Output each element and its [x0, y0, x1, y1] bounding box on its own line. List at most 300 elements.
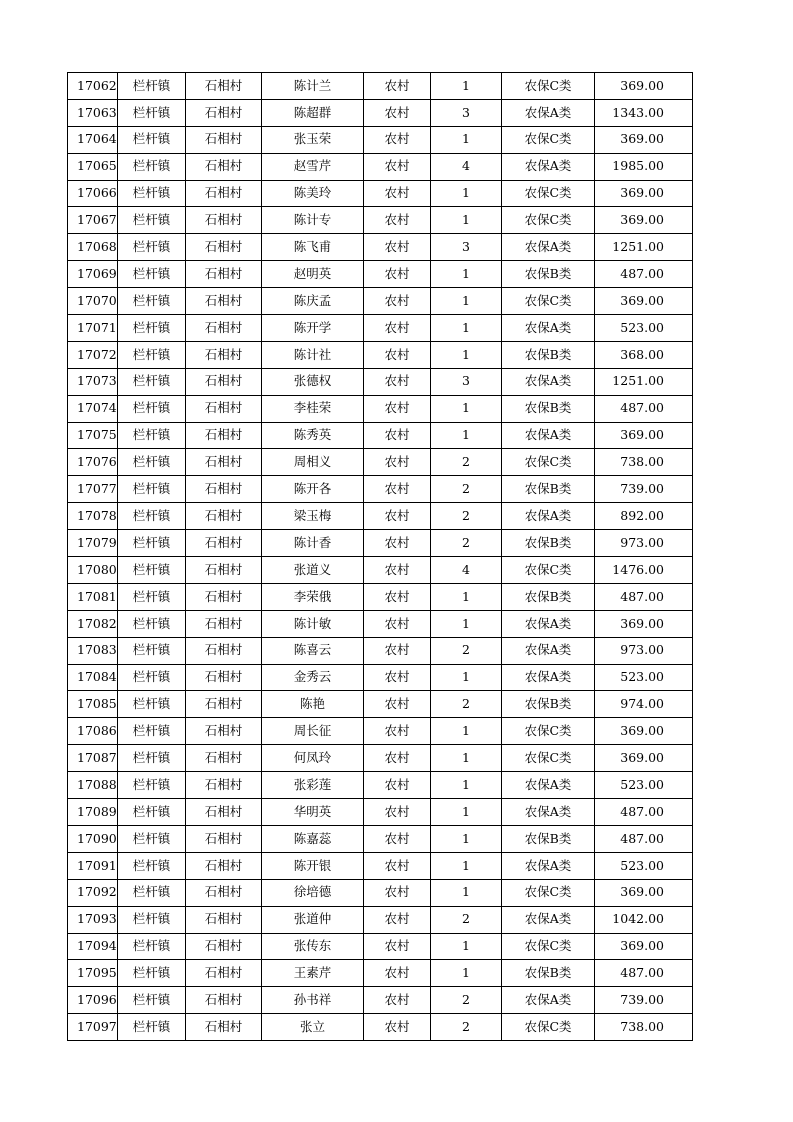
count-cell: 2 — [431, 530, 502, 557]
name-cell: 赵雪芹 — [262, 153, 364, 180]
count-cell: 1 — [431, 315, 502, 342]
name-cell: 陈美玲 — [262, 180, 364, 207]
insurance-type-cell: 农保A类 — [502, 315, 595, 342]
name-cell: 陈艳 — [262, 691, 364, 718]
town-cell: 栏杆镇 — [118, 825, 186, 852]
name-cell: 何凤玲 — [262, 745, 364, 772]
area-type-cell: 农村 — [364, 341, 431, 368]
count-cell: 1 — [431, 745, 502, 772]
name-cell: 张彩莲 — [262, 772, 364, 799]
table-row — [68, 234, 693, 261]
name-cell: 陈庆孟 — [262, 288, 364, 315]
table-row — [68, 825, 693, 852]
village-cell: 石相村 — [186, 341, 262, 368]
count-cell: 1 — [431, 126, 502, 153]
name-cell: 周相义 — [262, 449, 364, 476]
name-cell: 孙书祥 — [262, 987, 364, 1014]
amount-cell: 1343.00 — [595, 99, 693, 126]
table-row — [68, 449, 693, 476]
town-cell: 栏杆镇 — [118, 341, 186, 368]
village-cell: 石相村 — [186, 207, 262, 234]
name-cell: 陈嘉蕊 — [262, 825, 364, 852]
area-type-cell: 农村 — [364, 315, 431, 342]
name-cell: 陈开各 — [262, 476, 364, 503]
table-row — [68, 933, 693, 960]
town-cell: 栏杆镇 — [118, 476, 186, 503]
town-cell: 栏杆镇 — [118, 180, 186, 207]
table-row — [68, 288, 693, 315]
village-cell: 石相村 — [186, 315, 262, 342]
name-cell: 李桂荣 — [262, 395, 364, 422]
row-id-cell: 17068 — [68, 234, 118, 261]
town-cell: 栏杆镇 — [118, 745, 186, 772]
count-cell: 1 — [431, 73, 502, 100]
area-type-cell: 农村 — [364, 99, 431, 126]
area-type-cell: 农村 — [364, 261, 431, 288]
name-cell: 金秀云 — [262, 664, 364, 691]
data-table — [67, 72, 693, 1041]
name-cell: 张传东 — [262, 933, 364, 960]
town-cell: 栏杆镇 — [118, 530, 186, 557]
row-id-cell: 17074 — [68, 395, 118, 422]
table-row — [68, 395, 693, 422]
insurance-type-cell: 农保C类 — [502, 718, 595, 745]
count-cell: 2 — [431, 987, 502, 1014]
area-type-cell: 农村 — [364, 368, 431, 395]
amount-cell: 523.00 — [595, 772, 693, 799]
town-cell: 栏杆镇 — [118, 960, 186, 987]
amount-cell: 369.00 — [595, 718, 693, 745]
table-row — [68, 583, 693, 610]
table-row — [68, 476, 693, 503]
amount-cell: 739.00 — [595, 476, 693, 503]
count-cell: 2 — [431, 691, 502, 718]
insurance-type-cell: 农保B类 — [502, 476, 595, 503]
table-row — [68, 987, 693, 1014]
name-cell: 王素芹 — [262, 960, 364, 987]
area-type-cell: 农村 — [364, 637, 431, 664]
village-cell: 石相村 — [186, 637, 262, 664]
amount-cell: 487.00 — [595, 261, 693, 288]
town-cell: 栏杆镇 — [118, 610, 186, 637]
name-cell: 张德权 — [262, 368, 364, 395]
village-cell: 石相村 — [186, 745, 262, 772]
row-id-cell: 17065 — [68, 153, 118, 180]
insurance-type-cell: 农保C类 — [502, 1014, 595, 1041]
area-type-cell: 农村 — [364, 772, 431, 799]
name-cell: 陈计社 — [262, 341, 364, 368]
village-cell: 石相村 — [186, 664, 262, 691]
count-cell: 1 — [431, 261, 502, 288]
amount-cell: 1251.00 — [595, 234, 693, 261]
town-cell: 栏杆镇 — [118, 368, 186, 395]
name-cell: 陈飞甫 — [262, 234, 364, 261]
village-cell: 石相村 — [186, 906, 262, 933]
table-row — [68, 852, 693, 879]
insurance-type-cell: 农保A类 — [502, 852, 595, 879]
village-cell: 石相村 — [186, 852, 262, 879]
village-cell: 石相村 — [186, 1014, 262, 1041]
village-cell: 石相村 — [186, 960, 262, 987]
count-cell: 1 — [431, 772, 502, 799]
amount-cell: 738.00 — [595, 1014, 693, 1041]
name-cell: 张立 — [262, 1014, 364, 1041]
amount-cell: 369.00 — [595, 73, 693, 100]
insurance-type-cell: 农保C类 — [502, 126, 595, 153]
insurance-type-cell: 农保A类 — [502, 664, 595, 691]
table-row — [68, 530, 693, 557]
area-type-cell: 农村 — [364, 960, 431, 987]
name-cell: 赵明英 — [262, 261, 364, 288]
insurance-type-cell: 农保A类 — [502, 153, 595, 180]
count-cell: 1 — [431, 341, 502, 368]
row-id-cell: 17078 — [68, 503, 118, 530]
row-id-cell: 17075 — [68, 422, 118, 449]
amount-cell: 487.00 — [595, 395, 693, 422]
amount-cell: 1251.00 — [595, 368, 693, 395]
count-cell: 1 — [431, 422, 502, 449]
area-type-cell: 农村 — [364, 745, 431, 772]
count-cell: 4 — [431, 557, 502, 584]
town-cell: 栏杆镇 — [118, 207, 186, 234]
table-row — [68, 153, 693, 180]
row-id-cell: 17083 — [68, 637, 118, 664]
town-cell: 栏杆镇 — [118, 691, 186, 718]
insurance-type-cell: 农保B类 — [502, 395, 595, 422]
area-type-cell: 农村 — [364, 879, 431, 906]
amount-cell: 487.00 — [595, 799, 693, 826]
village-cell: 石相村 — [186, 530, 262, 557]
insurance-type-cell: 农保A类 — [502, 234, 595, 261]
amount-cell: 369.00 — [595, 126, 693, 153]
amount-cell: 369.00 — [595, 422, 693, 449]
town-cell: 栏杆镇 — [118, 261, 186, 288]
insurance-type-cell: 农保B类 — [502, 691, 595, 718]
town-cell: 栏杆镇 — [118, 503, 186, 530]
insurance-type-cell: 农保B类 — [502, 341, 595, 368]
amount-cell: 739.00 — [595, 987, 693, 1014]
insurance-type-cell: 农保C类 — [502, 745, 595, 772]
area-type-cell: 农村 — [364, 691, 431, 718]
name-cell: 华明英 — [262, 799, 364, 826]
table-row — [68, 691, 693, 718]
insurance-type-cell: 农保C类 — [502, 73, 595, 100]
name-cell: 梁玉梅 — [262, 503, 364, 530]
table-row — [68, 772, 693, 799]
village-cell: 石相村 — [186, 234, 262, 261]
insurance-type-cell: 农保A类 — [502, 987, 595, 1014]
town-cell: 栏杆镇 — [118, 1014, 186, 1041]
count-cell: 1 — [431, 933, 502, 960]
area-type-cell: 农村 — [364, 1014, 431, 1041]
amount-cell: 369.00 — [595, 180, 693, 207]
amount-cell: 487.00 — [595, 960, 693, 987]
count-cell: 1 — [431, 852, 502, 879]
count-cell: 1 — [431, 583, 502, 610]
table-row — [68, 422, 693, 449]
village-cell: 石相村 — [186, 73, 262, 100]
row-id-cell: 17089 — [68, 799, 118, 826]
insurance-type-cell: 农保A类 — [502, 772, 595, 799]
village-cell: 石相村 — [186, 153, 262, 180]
row-id-cell: 17082 — [68, 610, 118, 637]
area-type-cell: 农村 — [364, 610, 431, 637]
row-id-cell: 17094 — [68, 933, 118, 960]
count-cell: 1 — [431, 180, 502, 207]
count-cell: 3 — [431, 99, 502, 126]
name-cell: 陈计兰 — [262, 73, 364, 100]
village-cell: 石相村 — [186, 557, 262, 584]
count-cell: 2 — [431, 503, 502, 530]
count-cell: 4 — [431, 153, 502, 180]
row-id-cell: 17091 — [68, 852, 118, 879]
area-type-cell: 农村 — [364, 503, 431, 530]
name-cell: 徐培德 — [262, 879, 364, 906]
village-cell: 石相村 — [186, 395, 262, 422]
insurance-type-cell: 农保A类 — [502, 368, 595, 395]
town-cell: 栏杆镇 — [118, 126, 186, 153]
row-id-cell: 17073 — [68, 368, 118, 395]
amount-cell: 368.00 — [595, 341, 693, 368]
name-cell: 张道仲 — [262, 906, 364, 933]
row-id-cell: 17080 — [68, 557, 118, 584]
town-cell: 栏杆镇 — [118, 879, 186, 906]
count-cell: 3 — [431, 368, 502, 395]
village-cell: 石相村 — [186, 825, 262, 852]
amount-cell: 892.00 — [595, 503, 693, 530]
count-cell: 1 — [431, 395, 502, 422]
area-type-cell: 农村 — [364, 207, 431, 234]
insurance-type-cell: 农保C类 — [502, 933, 595, 960]
area-type-cell: 农村 — [364, 852, 431, 879]
name-cell: 周长征 — [262, 718, 364, 745]
town-cell: 栏杆镇 — [118, 852, 186, 879]
row-id-cell: 17092 — [68, 879, 118, 906]
town-cell: 栏杆镇 — [118, 395, 186, 422]
count-cell: 2 — [431, 637, 502, 664]
insurance-type-cell: 农保A类 — [502, 906, 595, 933]
insurance-type-cell: 农保B类 — [502, 530, 595, 557]
insurance-type-cell: 农保C类 — [502, 207, 595, 234]
town-cell: 栏杆镇 — [118, 422, 186, 449]
village-cell: 石相村 — [186, 476, 262, 503]
area-type-cell: 农村 — [364, 557, 431, 584]
table-row — [68, 261, 693, 288]
amount-cell: 973.00 — [595, 637, 693, 664]
row-id-cell: 17096 — [68, 987, 118, 1014]
name-cell: 陈计敏 — [262, 610, 364, 637]
row-id-cell: 17087 — [68, 745, 118, 772]
table-row — [68, 126, 693, 153]
amount-cell: 974.00 — [595, 691, 693, 718]
row-id-cell: 17097 — [68, 1014, 118, 1041]
insurance-type-cell: 农保B类 — [502, 583, 595, 610]
row-id-cell: 17084 — [68, 664, 118, 691]
town-cell: 栏杆镇 — [118, 772, 186, 799]
amount-cell: 369.00 — [595, 933, 693, 960]
insurance-type-cell: 农保A类 — [502, 99, 595, 126]
area-type-cell: 农村 — [364, 153, 431, 180]
area-type-cell: 农村 — [364, 583, 431, 610]
name-cell: 陈喜云 — [262, 637, 364, 664]
village-cell: 石相村 — [186, 610, 262, 637]
name-cell: 陈开银 — [262, 852, 364, 879]
row-id-cell: 17071 — [68, 315, 118, 342]
name-cell: 陈计专 — [262, 207, 364, 234]
row-id-cell: 17072 — [68, 341, 118, 368]
name-cell: 陈开学 — [262, 315, 364, 342]
table-row — [68, 960, 693, 987]
table-row — [68, 557, 693, 584]
row-id-cell: 17086 — [68, 718, 118, 745]
name-cell: 李荣俄 — [262, 583, 364, 610]
row-id-cell: 17076 — [68, 449, 118, 476]
table-row — [68, 799, 693, 826]
row-id-cell: 17063 — [68, 99, 118, 126]
insurance-type-cell: 农保C类 — [502, 557, 595, 584]
town-cell: 栏杆镇 — [118, 933, 186, 960]
area-type-cell: 农村 — [364, 180, 431, 207]
row-id-cell: 17095 — [68, 960, 118, 987]
insurance-type-cell: 农保A类 — [502, 422, 595, 449]
area-type-cell: 农村 — [364, 234, 431, 261]
table-row — [68, 73, 693, 100]
name-cell: 张玉荣 — [262, 126, 364, 153]
count-cell: 2 — [431, 906, 502, 933]
town-cell: 栏杆镇 — [118, 73, 186, 100]
table-row — [68, 718, 693, 745]
town-cell: 栏杆镇 — [118, 288, 186, 315]
row-id-cell: 17093 — [68, 906, 118, 933]
village-cell: 石相村 — [186, 933, 262, 960]
count-cell: 2 — [431, 1014, 502, 1041]
table-row — [68, 207, 693, 234]
village-cell: 石相村 — [186, 180, 262, 207]
village-cell: 石相村 — [186, 772, 262, 799]
village-cell: 石相村 — [186, 691, 262, 718]
table-row — [68, 637, 693, 664]
row-id-cell: 17062 — [68, 73, 118, 100]
row-id-cell: 17066 — [68, 180, 118, 207]
count-cell: 1 — [431, 825, 502, 852]
village-cell: 石相村 — [186, 987, 262, 1014]
village-cell: 石相村 — [186, 503, 262, 530]
table-row — [68, 503, 693, 530]
name-cell: 陈计香 — [262, 530, 364, 557]
amount-cell: 738.00 — [595, 449, 693, 476]
village-cell: 石相村 — [186, 422, 262, 449]
table-row — [68, 610, 693, 637]
amount-cell: 1476.00 — [595, 557, 693, 584]
insurance-type-cell: 农保C类 — [502, 879, 595, 906]
insurance-type-cell: 农保A类 — [502, 610, 595, 637]
amount-cell: 369.00 — [595, 288, 693, 315]
row-id-cell: 17067 — [68, 207, 118, 234]
amount-cell: 523.00 — [595, 852, 693, 879]
table-row — [68, 180, 693, 207]
village-cell: 石相村 — [186, 799, 262, 826]
row-id-cell: 17077 — [68, 476, 118, 503]
insurance-type-cell: 农保A类 — [502, 799, 595, 826]
area-type-cell: 农村 — [364, 422, 431, 449]
town-cell: 栏杆镇 — [118, 315, 186, 342]
count-cell: 1 — [431, 288, 502, 315]
count-cell: 1 — [431, 207, 502, 234]
table-row — [68, 368, 693, 395]
insurance-type-cell: 农保A类 — [502, 637, 595, 664]
amount-cell: 523.00 — [595, 664, 693, 691]
village-cell: 石相村 — [186, 261, 262, 288]
count-cell: 1 — [431, 960, 502, 987]
amount-cell: 523.00 — [595, 315, 693, 342]
row-id-cell: 17070 — [68, 288, 118, 315]
amount-cell: 973.00 — [595, 530, 693, 557]
area-type-cell: 农村 — [364, 476, 431, 503]
town-cell: 栏杆镇 — [118, 637, 186, 664]
table-row — [68, 1014, 693, 1041]
amount-cell: 1042.00 — [595, 906, 693, 933]
table-row — [68, 315, 693, 342]
insurance-type-cell: 农保C类 — [502, 288, 595, 315]
row-id-cell: 17088 — [68, 772, 118, 799]
count-cell: 1 — [431, 664, 502, 691]
count-cell: 1 — [431, 718, 502, 745]
count-cell: 2 — [431, 449, 502, 476]
area-type-cell: 农村 — [364, 530, 431, 557]
insurance-type-cell: 农保A类 — [502, 503, 595, 530]
area-type-cell: 农村 — [364, 825, 431, 852]
town-cell: 栏杆镇 — [118, 449, 186, 476]
amount-cell: 369.00 — [595, 879, 693, 906]
name-cell: 陈秀英 — [262, 422, 364, 449]
village-cell: 石相村 — [186, 718, 262, 745]
row-id-cell: 17069 — [68, 261, 118, 288]
area-type-cell: 农村 — [364, 664, 431, 691]
town-cell: 栏杆镇 — [118, 99, 186, 126]
insurance-type-cell: 农保B类 — [502, 960, 595, 987]
table-body — [68, 73, 693, 1041]
village-cell: 石相村 — [186, 99, 262, 126]
area-type-cell: 农村 — [364, 126, 431, 153]
village-cell: 石相村 — [186, 368, 262, 395]
count-cell: 3 — [431, 234, 502, 261]
area-type-cell: 农村 — [364, 933, 431, 960]
area-type-cell: 农村 — [364, 449, 431, 476]
insurance-type-cell: 农保B类 — [502, 261, 595, 288]
amount-cell: 369.00 — [595, 207, 693, 234]
area-type-cell: 农村 — [364, 718, 431, 745]
village-cell: 石相村 — [186, 583, 262, 610]
table-row — [68, 906, 693, 933]
town-cell: 栏杆镇 — [118, 664, 186, 691]
village-cell: 石相村 — [186, 449, 262, 476]
area-type-cell: 农村 — [364, 799, 431, 826]
town-cell: 栏杆镇 — [118, 906, 186, 933]
row-id-cell: 17085 — [68, 691, 118, 718]
table-row — [68, 879, 693, 906]
town-cell: 栏杆镇 — [118, 718, 186, 745]
area-type-cell: 农村 — [364, 395, 431, 422]
area-type-cell: 农村 — [364, 73, 431, 100]
amount-cell: 369.00 — [595, 610, 693, 637]
town-cell: 栏杆镇 — [118, 583, 186, 610]
count-cell: 1 — [431, 610, 502, 637]
insurance-type-cell: 农保C类 — [502, 180, 595, 207]
table-row — [68, 664, 693, 691]
town-cell: 栏杆镇 — [118, 234, 186, 261]
area-type-cell: 农村 — [364, 906, 431, 933]
village-cell: 石相村 — [186, 879, 262, 906]
